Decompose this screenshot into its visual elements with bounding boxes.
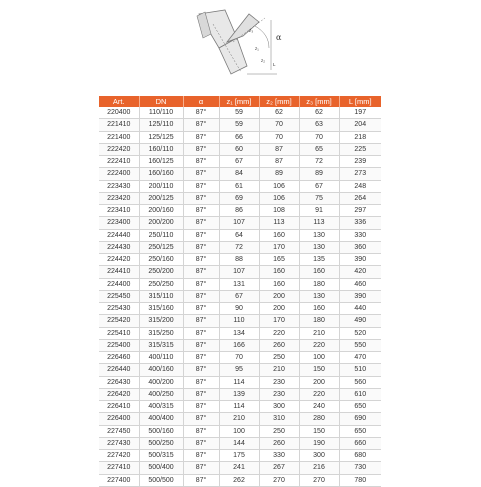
table-row [99,266,381,278]
cell-z3: 72 [299,156,339,168]
cell-z3: 210 [299,327,339,339]
cell-z2: 250 [259,352,299,364]
cell-art: 223420 [99,192,139,204]
cell-dn: 500/315 [139,450,183,462]
table-row [99,437,381,449]
cell-z2: 106 [259,180,299,192]
table-row [99,303,381,315]
cell-z2: 160 [259,278,299,290]
cell-z2: 267 [259,462,299,474]
cell-z3: 130 [299,229,339,241]
table-row [99,327,381,339]
cell-art: 227410 [99,462,139,474]
cell-z1: 90 [219,303,259,315]
cell-z1: 114 [219,376,259,388]
cell-art: 227400 [99,474,139,486]
header-z2: z₂ [mm] [259,96,299,107]
table-row [99,388,381,400]
cell-art: 226420 [99,388,139,400]
cell-alpha: 87° [183,143,219,155]
header-z1: z₁ [mm] [219,96,259,107]
cell-alpha: 87° [183,401,219,413]
cell-l: 297 [339,205,381,217]
cell-z2: 200 [259,303,299,315]
cell-art: 223410 [99,205,139,217]
cell-l: 248 [339,180,381,192]
cell-alpha: 87° [183,156,219,168]
cell-z2: 160 [259,229,299,241]
cell-dn: 200/200 [139,217,183,229]
cell-art: 225420 [99,315,139,327]
cell-z2: 106 [259,192,299,204]
pipe-spec-table [99,96,381,487]
alpha-label: α [276,33,282,42]
cell-dn: 400/315 [139,401,183,413]
cell-l: 420 [339,266,381,278]
cell-z2: 70 [259,131,299,143]
cell-l: 239 [339,156,381,168]
dim-label-z3: z₃ [249,28,254,33]
cell-dn: 160/110 [139,143,183,155]
cell-alpha: 87° [183,352,219,364]
cell-z3: 220 [299,388,339,400]
cell-z1: 67 [219,290,259,302]
cell-z3: 113 [299,217,339,229]
cell-z1: 100 [219,425,259,437]
table-row [99,339,381,351]
table-row [99,315,381,327]
cell-dn: 125/125 [139,131,183,143]
cell-dn: 400/200 [139,376,183,388]
cell-art: 224440 [99,229,139,241]
cell-z1: 262 [219,474,259,486]
cell-dn: 315/250 [139,327,183,339]
table-row [99,352,381,364]
cell-z3: 270 [299,474,339,486]
cell-z1: 95 [219,364,259,376]
cell-art: 227450 [99,425,139,437]
cell-art: 223430 [99,180,139,192]
cell-z2: 87 [259,143,299,155]
cell-dn: 125/110 [139,119,183,131]
cell-alpha: 87° [183,131,219,143]
cell-dn: 500/250 [139,437,183,449]
cell-l: 610 [339,388,381,400]
cell-l: 730 [339,462,381,474]
table-row [99,462,381,474]
table-row [99,425,381,437]
cell-z1: 131 [219,278,259,290]
cell-art: 226400 [99,413,139,425]
cell-l: 650 [339,401,381,413]
cell-l: 550 [339,339,381,351]
dim-label-z2: z₂ [261,58,265,63]
cell-z2: 170 [259,315,299,327]
dim-label-l: L [273,62,276,67]
cell-art: 221410 [99,119,139,131]
cell-z1: 59 [219,119,259,131]
cell-z2: 165 [259,254,299,266]
cell-l: 390 [339,254,381,266]
cell-dn: 315/315 [139,339,183,351]
cell-alpha: 87° [183,450,219,462]
cell-art: 226410 [99,401,139,413]
cell-l: 520 [339,327,381,339]
table-row [99,254,381,266]
cell-alpha: 87° [183,168,219,180]
cell-z3: 180 [299,278,339,290]
cell-art: 225450 [99,290,139,302]
cell-z1: 67 [219,156,259,168]
cell-dn: 250/200 [139,266,183,278]
cell-art: 224430 [99,241,139,253]
cell-alpha: 87° [183,107,219,119]
cell-z2: 89 [259,168,299,180]
cell-alpha: 87° [183,339,219,351]
cell-alpha: 87° [183,303,219,315]
cell-dn: 400/110 [139,352,183,364]
cell-dn: 315/110 [139,290,183,302]
cell-l: 690 [339,413,381,425]
cell-z3: 63 [299,119,339,131]
table-row [99,156,381,168]
cell-l: 273 [339,168,381,180]
table-row [99,401,381,413]
cell-art: 227430 [99,437,139,449]
table-row [99,278,381,290]
header-alpha: α [183,96,219,107]
cell-alpha: 87° [183,205,219,217]
table-row [99,119,381,131]
cell-z2: 300 [259,401,299,413]
cell-z3: 160 [299,266,339,278]
table-row [99,143,381,155]
cell-l: 490 [339,315,381,327]
cell-l: 560 [339,376,381,388]
cell-z1: 175 [219,450,259,462]
cell-l: 470 [339,352,381,364]
cell-alpha: 87° [183,290,219,302]
cell-alpha: 87° [183,266,219,278]
cell-z3: 130 [299,241,339,253]
cell-dn: 400/250 [139,388,183,400]
cell-art: 224400 [99,278,139,290]
table-row [99,107,381,119]
cell-l: 680 [339,450,381,462]
cell-dn: 160/160 [139,168,183,180]
cell-alpha: 87° [183,474,219,486]
table-row [99,168,381,180]
cell-dn: 500/500 [139,474,183,486]
elbow-pipe-diagram [185,4,305,82]
cell-l: 780 [339,474,381,486]
cell-art: 224410 [99,266,139,278]
cell-z1: 139 [219,388,259,400]
cell-dn: 250/110 [139,229,183,241]
cell-alpha: 87° [183,327,219,339]
cell-z1: 144 [219,437,259,449]
cell-l: 218 [339,131,381,143]
cell-art: 222420 [99,143,139,155]
cell-z1: 88 [219,254,259,266]
cell-z2: 113 [259,217,299,229]
header-dn: DN [139,96,183,107]
cell-l: 204 [339,119,381,131]
cell-z1: 61 [219,180,259,192]
cell-z2: 310 [259,413,299,425]
dim-label-z1: z₁ [255,46,259,51]
cell-z3: 100 [299,352,339,364]
cell-alpha: 87° [183,388,219,400]
cell-alpha: 87° [183,229,219,241]
cell-alpha: 87° [183,278,219,290]
cell-art: 225400 [99,339,139,351]
cell-l: 390 [339,290,381,302]
cell-dn: 400/160 [139,364,183,376]
table-row [99,180,381,192]
cell-alpha: 87° [183,192,219,204]
cell-art: 225410 [99,327,139,339]
cell-dn: 400/400 [139,413,183,425]
cell-z2: 210 [259,364,299,376]
cell-art: 222400 [99,168,139,180]
cell-l: 650 [339,425,381,437]
cell-z2: 270 [259,474,299,486]
cell-l: 264 [339,192,381,204]
cell-z1: 107 [219,266,259,278]
cell-z1: 64 [219,229,259,241]
cell-z3: 280 [299,413,339,425]
cell-z2: 260 [259,339,299,351]
cell-l: 440 [339,303,381,315]
cell-z1: 72 [219,241,259,253]
cell-z3: 67 [299,180,339,192]
cell-dn: 200/110 [139,180,183,192]
cell-alpha: 87° [183,119,219,131]
cell-z3: 135 [299,254,339,266]
cell-z3: 180 [299,315,339,327]
cell-z3: 91 [299,205,339,217]
cell-z3: 89 [299,168,339,180]
cell-z2: 87 [259,156,299,168]
cell-dn: 110/110 [139,107,183,119]
cell-z3: 300 [299,450,339,462]
cell-dn: 250/125 [139,241,183,253]
cell-z3: 216 [299,462,339,474]
cell-z3: 62 [299,107,339,119]
cell-dn: 200/125 [139,192,183,204]
cell-dn: 250/160 [139,254,183,266]
cell-alpha: 87° [183,254,219,266]
cell-z3: 190 [299,437,339,449]
cell-alpha: 87° [183,413,219,425]
cell-z3: 150 [299,425,339,437]
table-body [99,107,381,486]
table-row [99,217,381,229]
table-row [99,131,381,143]
cell-alpha: 87° [183,437,219,449]
cell-art: 223400 [99,217,139,229]
cell-art: 227420 [99,450,139,462]
header-z3: z₃ [mm] [299,96,339,107]
cell-z1: 114 [219,401,259,413]
cell-alpha: 87° [183,425,219,437]
cell-dn: 160/125 [139,156,183,168]
cell-z2: 220 [259,327,299,339]
cell-art: 226460 [99,352,139,364]
table-header-row [99,96,381,107]
cell-l: 360 [339,241,381,253]
table-row [99,413,381,425]
cell-z3: 70 [299,131,339,143]
cell-z1: 69 [219,192,259,204]
cell-l: 510 [339,364,381,376]
cell-z1: 110 [219,315,259,327]
table-row [99,241,381,253]
cell-alpha: 87° [183,462,219,474]
cell-z2: 70 [259,119,299,131]
cell-art: 221400 [99,131,139,143]
cell-z1: 70 [219,352,259,364]
cell-art: 226440 [99,364,139,376]
cell-z3: 130 [299,290,339,302]
cell-alpha: 87° [183,217,219,229]
cell-z3: 240 [299,401,339,413]
cell-art: 220400 [99,107,139,119]
cell-z1: 241 [219,462,259,474]
table-row [99,192,381,204]
cell-z2: 250 [259,425,299,437]
table-row [99,229,381,241]
cell-z3: 220 [299,339,339,351]
cell-z3: 65 [299,143,339,155]
cell-z2: 170 [259,241,299,253]
header-art: Art. [99,96,139,107]
angle-arc [255,26,269,48]
header-l: L [mm] [339,96,381,107]
cell-z1: 107 [219,217,259,229]
table-row [99,450,381,462]
cell-z1: 210 [219,413,259,425]
cell-art: 222410 [99,156,139,168]
cell-alpha: 87° [183,376,219,388]
cell-z3: 150 [299,364,339,376]
cell-z1: 134 [219,327,259,339]
cell-z1: 66 [219,131,259,143]
cell-dn: 200/160 [139,205,183,217]
table-row [99,376,381,388]
cell-z2: 230 [259,388,299,400]
cell-l: 330 [339,229,381,241]
table-row [99,290,381,302]
cell-dn: 500/400 [139,462,183,474]
cell-art: 226430 [99,376,139,388]
table-row [99,474,381,486]
cell-z2: 62 [259,107,299,119]
cell-z1: 59 [219,107,259,119]
cell-z1: 60 [219,143,259,155]
cell-z2: 330 [259,450,299,462]
cell-alpha: 87° [183,364,219,376]
cell-z3: 200 [299,376,339,388]
cell-z3: 160 [299,303,339,315]
cell-art: 225430 [99,303,139,315]
cell-z1: 86 [219,205,259,217]
cell-dn: 315/160 [139,303,183,315]
table-row [99,364,381,376]
cell-dn: 315/200 [139,315,183,327]
cell-z2: 200 [259,290,299,302]
cell-alpha: 87° [183,241,219,253]
cell-z2: 260 [259,437,299,449]
cell-alpha: 87° [183,180,219,192]
cell-alpha: 87° [183,315,219,327]
cell-dn: 250/250 [139,278,183,290]
cell-z3: 75 [299,192,339,204]
cell-z2: 160 [259,266,299,278]
cell-art: 224420 [99,254,139,266]
cell-z1: 84 [219,168,259,180]
cell-l: 336 [339,217,381,229]
cell-z2: 108 [259,205,299,217]
cell-z2: 230 [259,376,299,388]
table-row [99,205,381,217]
cell-z1: 166 [219,339,259,351]
cell-l: 197 [339,107,381,119]
cell-l: 460 [339,278,381,290]
cell-l: 660 [339,437,381,449]
cell-l: 225 [339,143,381,155]
cell-dn: 500/160 [139,425,183,437]
